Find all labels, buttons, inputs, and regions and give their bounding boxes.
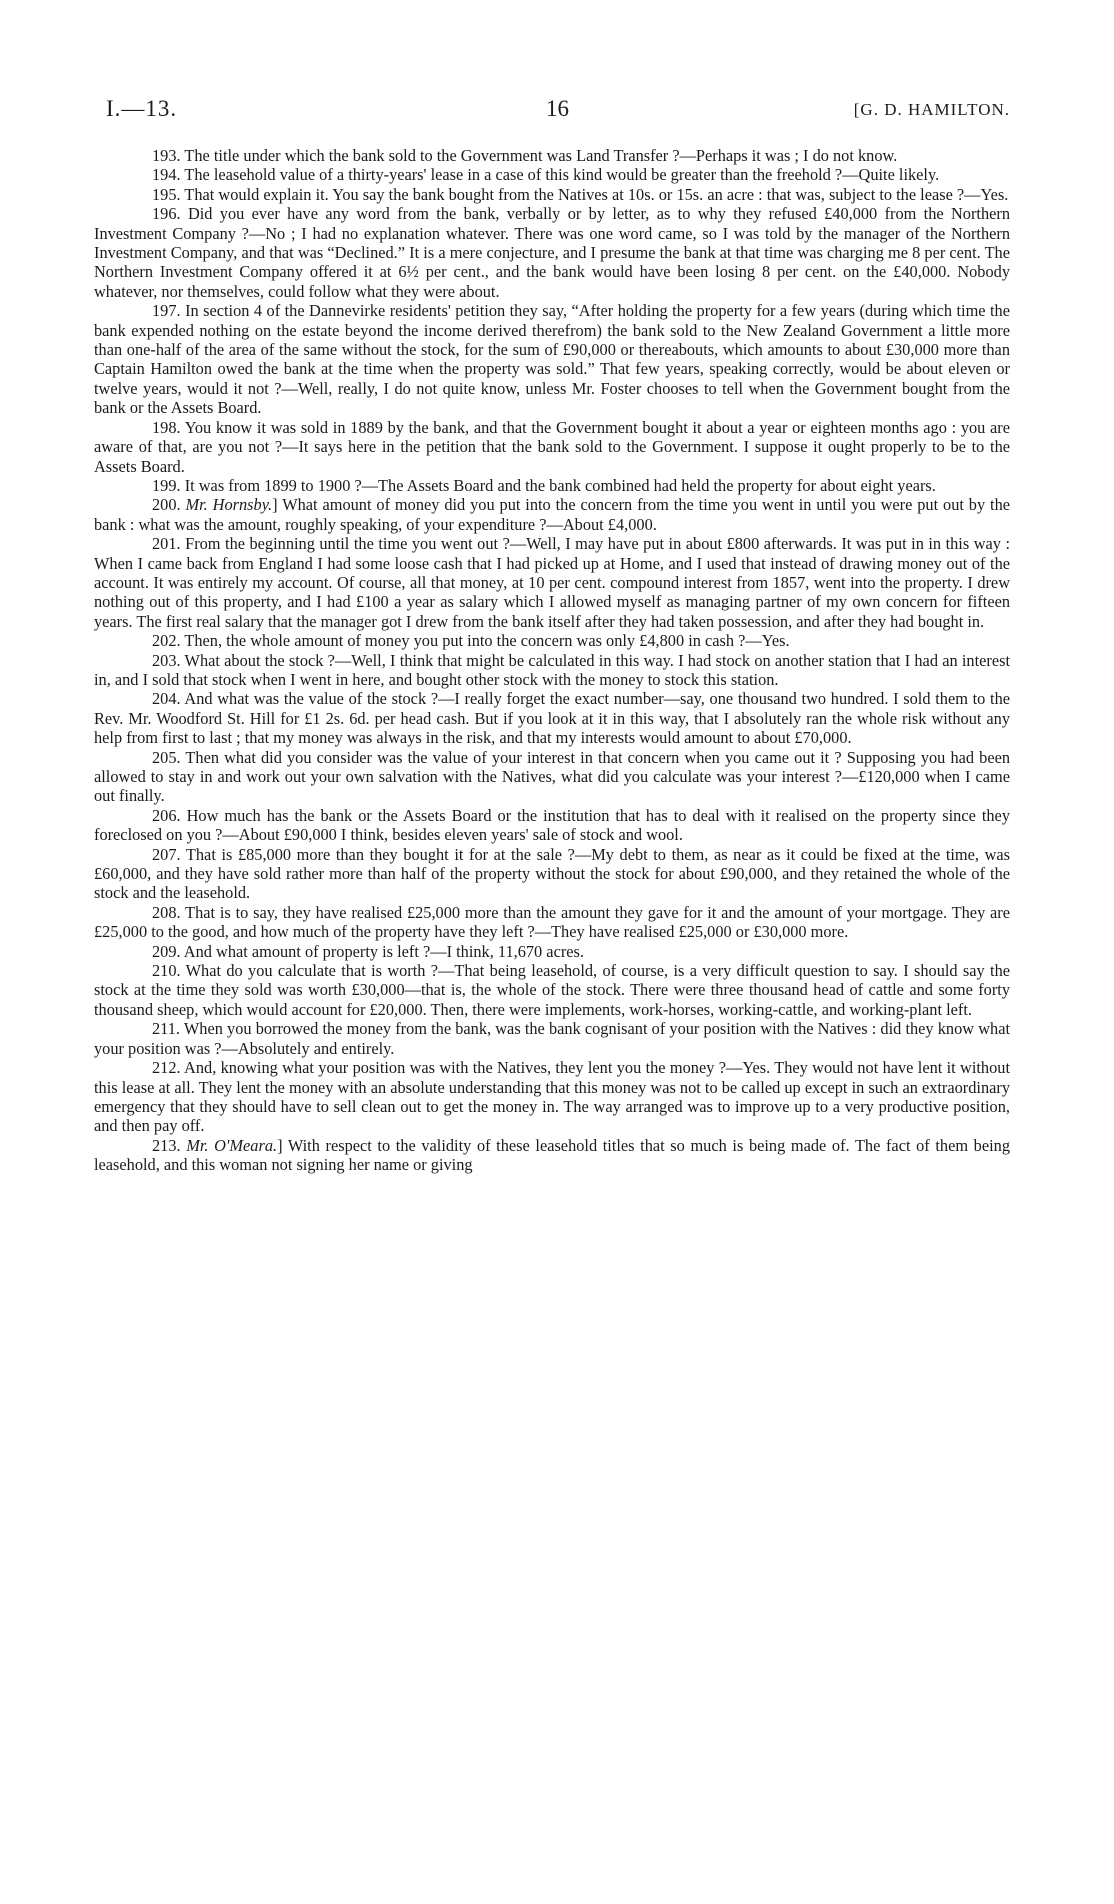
testimony-paragraph: 206. How much has the bank or the Assets Board or the institution that has to deal with it realised on the property since they foreclosed on you ?—About £90,000 I think, besides eleven years' sale of stock and wool. bbox=[94, 805, 1010, 845]
testimony-paragraph: 207. That is £85,000 more than they bought it for at the sale ?—My debt to them, as near as it could be fixed at the time, was £60,000, and they have sold rather more than half of the property without the stock for about £90,000, and they retained the whole of the stock and the leasehold. bbox=[94, 844, 1010, 903]
testimony-paragraph: 197. In section 4 of the Dannevirke residents' petition they say, “After holding the property for a few years (during which time the bank expended nothing on the estate beyond the income derived therefrom) the bank sold to the New Zealand Government a little more than one-half of the area of the same without the stock, for the sum of £90,000 or thereabouts, which amounts to about £30,000 more than Captain Hamilton owed the bank at the time when the property was sold.” That few years, speaking correctly, would be about eleven or twelve years, would it not ?—Well, really, I do not quite know, unless Mr. Foster chooses to tell when the Government bought from the bank or the Assets Board. bbox=[94, 301, 1010, 418]
testimony-paragraph: 194. The leasehold value of a thirty-years' lease in a case of this kind would be greater than the freehold ?—Quite likely. bbox=[152, 165, 940, 185]
speaker-name: Mr. O'Meara. bbox=[186, 1135, 278, 1155]
testimony-paragraph: 212. And, knowing what your position was with the Natives, they lent you the money ?—Yes. They would not have lent it without this lease at all. They lent the money with an absolute understanding that this money was not to be called up except in such an extraordinary emergency that they should have to sell clean out to get the money in. The way arranged was to improve up to a very productive position, and then pay off. bbox=[94, 1058, 1010, 1136]
testimony-paragraph: 210. What do you calculate that is worth ?—That being leasehold, of course, is a very difficult question to say. I should say the stock at the time they sold was worth £30,000—that is, the whole of the stock. There were three thousand head of cattle and some forty thousand sheep, which would account for £20,000. Then, there were implements, work-horses, working-cattle, and working-plant left. bbox=[94, 961, 1010, 1019]
testimony-paragraph: 196. Did you ever have any word from the bank, verbally or by letter, as to why they refused £40,000 from the Northern Investment Company ?—No ; I had no explanation whatever. There was one word came, so I was told by the manager of the Northern Investment Company, and that was “Declined.” It is a mere conjecture, and I presume the bank at that time was charging me 8 per cent. The Northern Investment Company offered it at 6½ per cent., and the bank would have been losing 8 per cent. on the £40,000. Nobody whatever, nor themselves, could follow what they were about. bbox=[94, 204, 1010, 301]
document-body bbox=[94, 146, 1010, 1175]
testimony-paragraph: 202. Then, the whole amount of money you put into the concern was only £4,800 in cash ?—Yes. bbox=[152, 631, 790, 651]
testimony-paragraph: 213. Mr. O'Meara.] With respect to the validity of these leasehold titles that so much is being made of. The fact of them being leasehold, and this woman not signing her name or giving bbox=[94, 1135, 1010, 1175]
testimony-paragraph: 193. The title under which the bank sold to the Government was Land Transfer ?—Perhaps it was ; I do not know. bbox=[152, 146, 898, 165]
testimony-paragraph: 199. It was from 1899 to 1900 ?—The Assets Board and the bank combined had held the property for about eight years. bbox=[152, 475, 936, 495]
testimony-paragraph: 204. And what was the value of the stock ?—I really forget the exact number—say, one thousand two hundred. I sold them to the Rev. Mr. Woodford St. Hill for £1 2s. 6d. per head cash. But if you look at it in this way, that I absolutely ran the whole risk without any help from first to last ; that my money was always in the risk, and that my interests would amount to about £70,000. bbox=[94, 689, 1010, 748]
witness-name: [G. D. HAMILTON. bbox=[853, 100, 1010, 119]
testimony-paragraph: 200. Mr. Hornsby.] What amount of money did you put into the concern from the time you went in until you were put out by the bank : what was the amount, roughly speaking, of your expenditure ?—About £4,000. bbox=[94, 495, 1011, 534]
paper-reference: I.—13. bbox=[106, 96, 178, 121]
testimony-paragraph: 195. That would explain it. You say the bank bought from the Natives at 10s. or 15s. an acre : that was, subject to the lease ?—Yes. bbox=[152, 184, 1009, 204]
testimony-paragraph: 201. From the beginning until the time you went out ?—Well, I may have put in about £800 afterwards. It was put in in this way : When I came back from England I had some loose cash that I had picked up at Home, and I used that instead of drawing money out of the account. It was entirely my account. Of course, all that money, at 10 per cent. compound interest from 1857, went into the property. I drew nothing out of this property, and I had £100 a year as salary which I allowed myself as managing partner of my own concern for fifteen years. The first real salary that the manager got I drew from the bank itself after they had taken possession, and after they had bought in. bbox=[94, 534, 1010, 631]
page-header bbox=[94, 96, 1010, 132]
testimony-paragraph: 208. That is to say, they have realised £25,000 more than the amount they gave for it and the amount of your mortgage. They are £25,000 to the good, and how much of the property have they left ?—They have realised £25,000 or £30,000 more. bbox=[94, 902, 1010, 942]
testimony-paragraph: 211. When you borrowed the money from the bank, was the bank cognisant of your position with the Natives : did they know what your position was ?—Absolutely and entirely. bbox=[94, 1019, 1010, 1058]
page-number: 16 bbox=[546, 96, 569, 121]
speaker-name: Mr. Hornsby. bbox=[185, 495, 273, 515]
testimony-paragraph: 203. What about the stock ?—Well, I think that might be calculated in this way. I had stock on another station that I had an interest in, and I sold that stock when I went in here, and bought other stock with the money to stock this station. bbox=[94, 650, 1010, 689]
testimony-paragraph: 205. Then what did you consider was the value of your interest in that concern when you came out it ? Supposing you had been allowed to stay in and work out your own salvation with the Natives, what did you calculate was your interest ?—£120,000 when I came out finally. bbox=[94, 747, 1010, 806]
testimony-paragraph: 198. You know it was sold in 1889 by the bank, and that the Government bought it about a year or eighteen months ago : you are aware of that, are you not ?—It says here in the petition that the bank sold to the Government. I suppose it ought properly to be to the Assets Board. bbox=[94, 417, 1010, 476]
testimony-paragraph: 209. And what amount of property is left ?—I think, 11,670 acres. bbox=[152, 941, 584, 961]
